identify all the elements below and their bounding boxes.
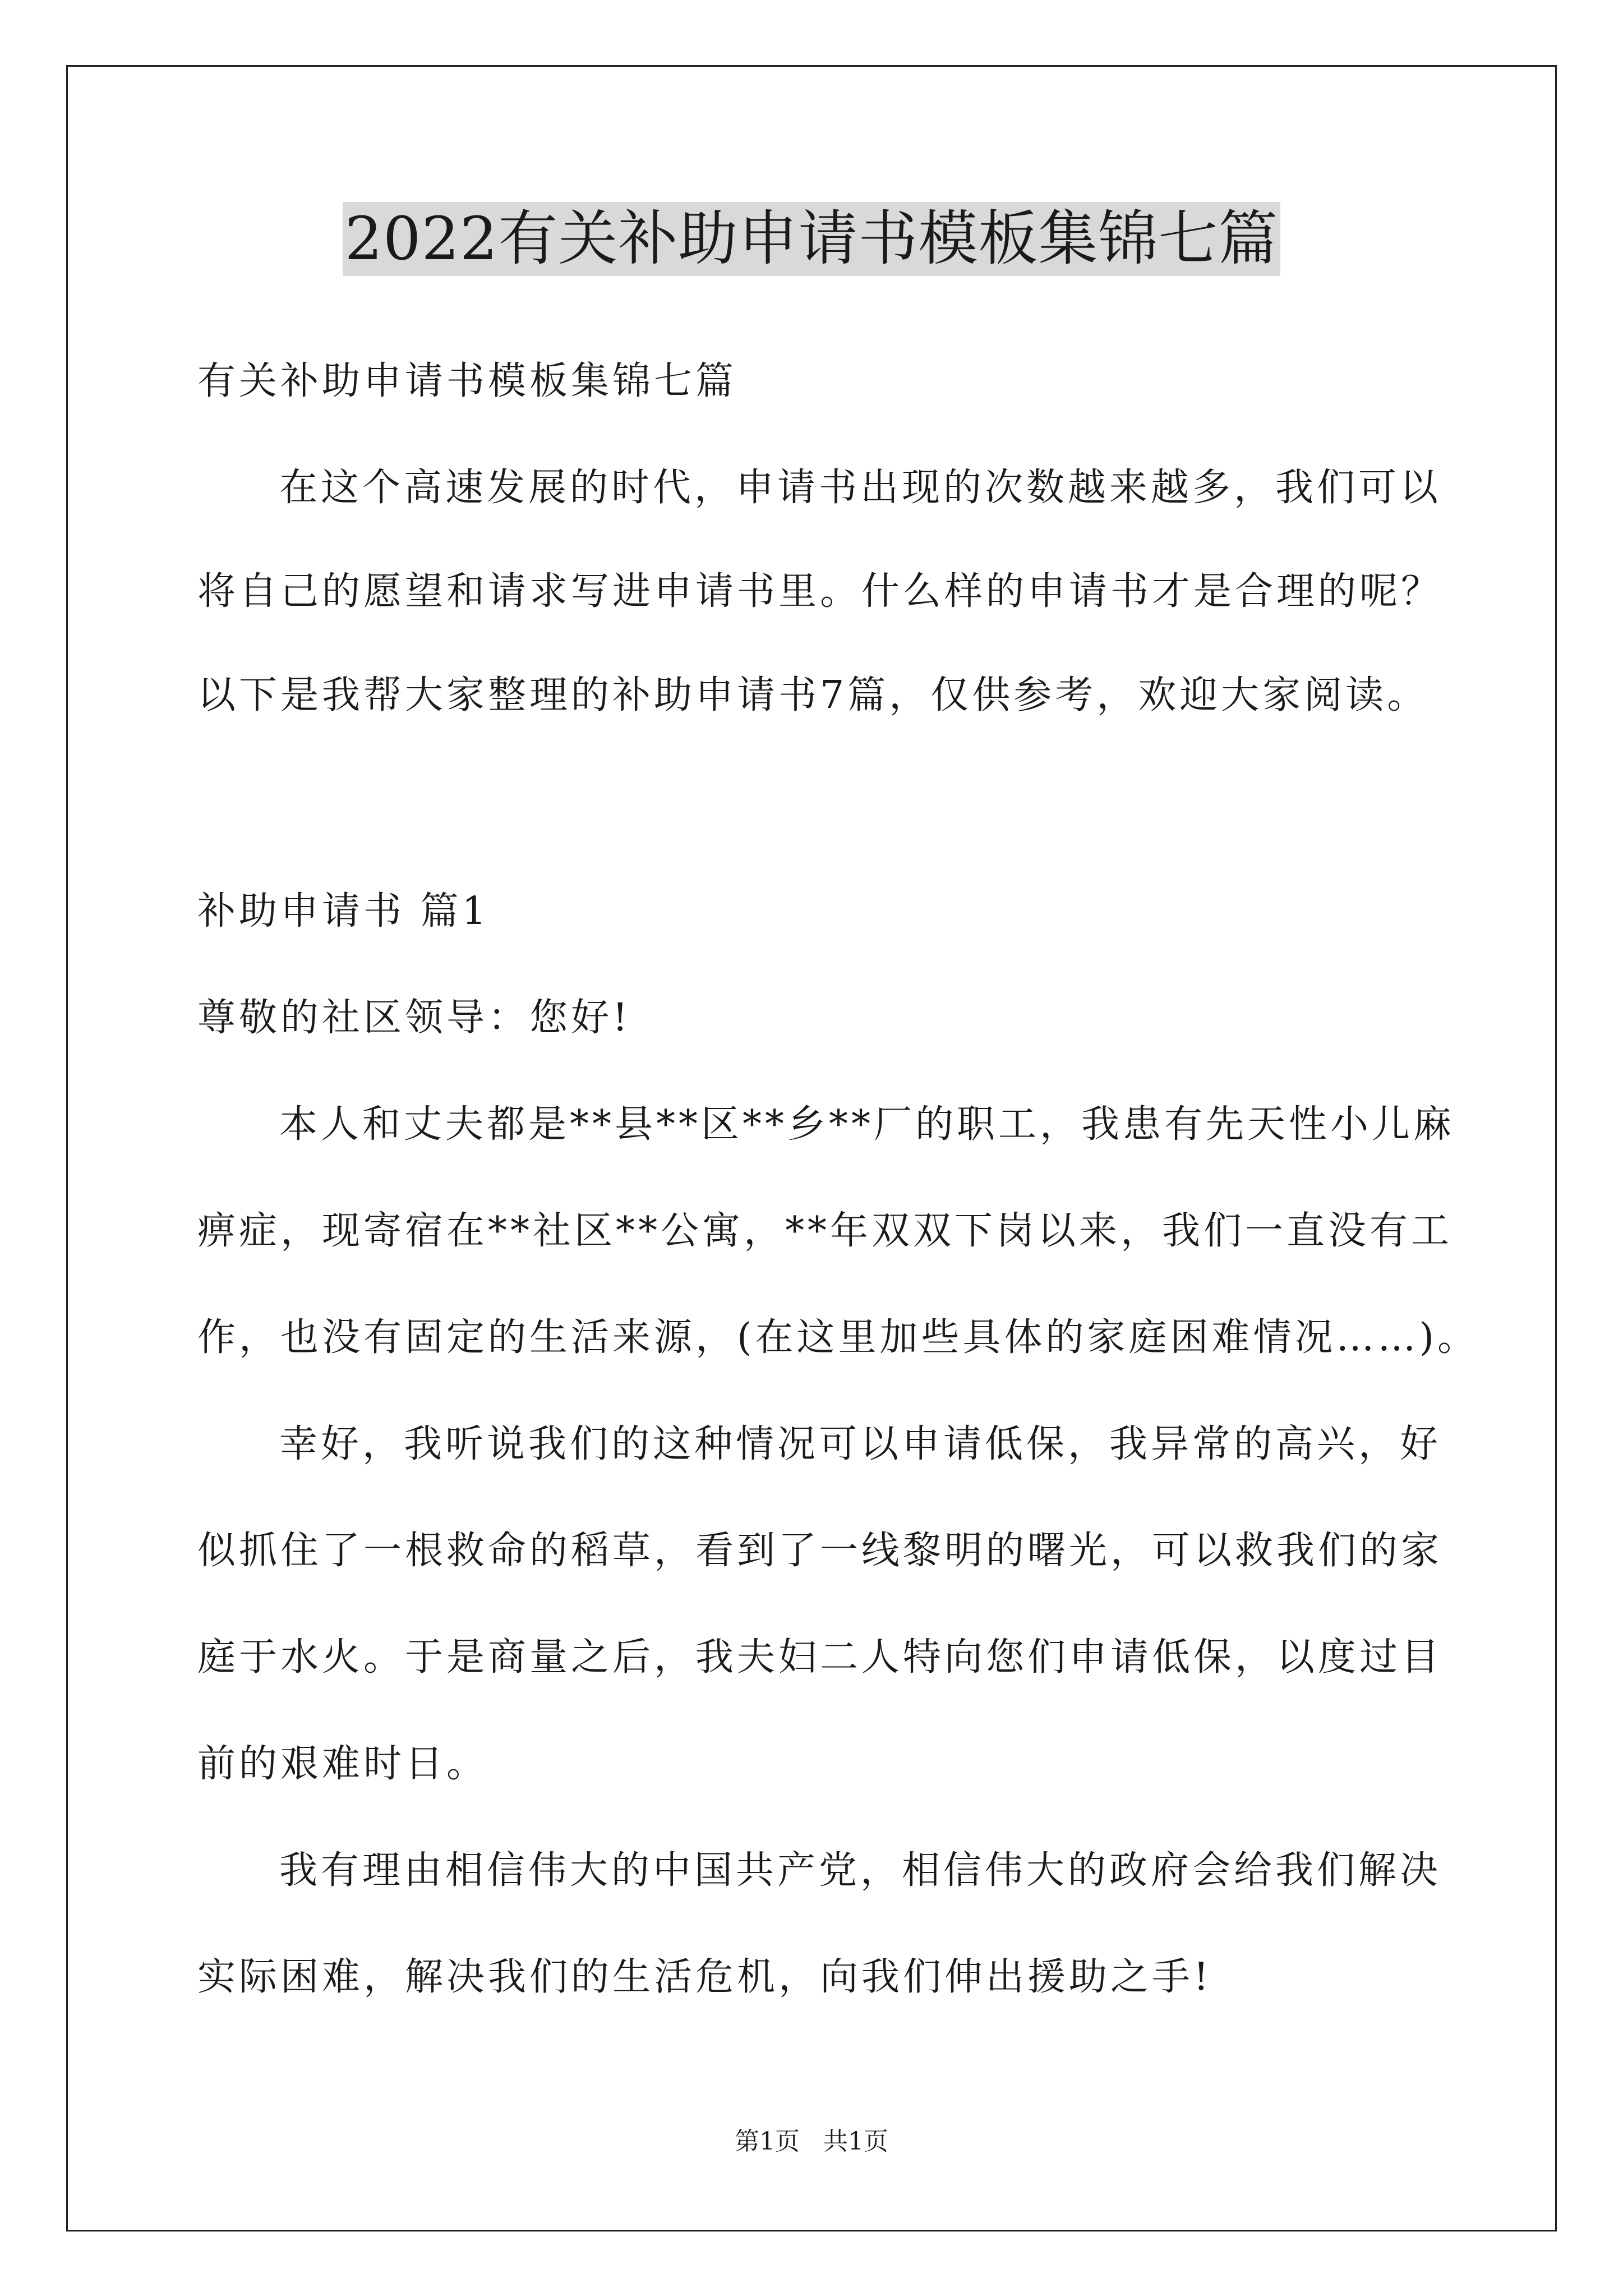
para3-line-1: 我有理由相信伟大的中国共产党，相信伟大的政府会给我们解决 (279, 1848, 1442, 1893)
intro-line-2: 将自己的愿望和请求写进申请书里。什么样的申请书才是合理的呢？ (197, 569, 1443, 614)
page-footer: 第1页 共1页 (735, 2127, 888, 2156)
intro-line-3: 以下是我帮大家整理的补助申请书7篇，仅供参考，欢迎大家阅读。 (197, 673, 1429, 717)
document-title: 2022有关补助申请书模板集锦七篇 (343, 202, 1281, 276)
document-subtitle: 有关补助申请书模板集锦七篇 (197, 359, 737, 403)
para1-line-2: 痹症，现寄宿在**社区**公寓，**年双双下岗以来，我们一直没有工 (197, 1209, 1453, 1253)
intro-line-1: 在这个高速发展的时代，申请书出现的次数越来越多，我们可以 (279, 466, 1442, 510)
para2-line-3: 庭于水火。于是商量之后，我夫妇二人特向您们申请低保，以度过目 (197, 1635, 1443, 1680)
para1-line-3: 作，也没有固定的生活来源，(在这里加些具体的家庭困难情况……)。 (197, 1315, 1479, 1360)
para2-line-2: 似抓住了一根救命的稻草，看到了一线黎明的曙光，可以救我们的家 (197, 1529, 1443, 1573)
para3-line-2: 实际困难，解决我们的生活危机，向我们伸出援助之手! (197, 1955, 1212, 1999)
para2-line-4: 前的艰难时日。 (197, 1742, 488, 1786)
salutation: 尊敬的社区领导：您好! (197, 996, 631, 1040)
title-block (0, 202, 1623, 276)
para2-line-1: 幸好，我听说我们的这种情况可以申请低保，我异常的高兴，好 (279, 1422, 1442, 1466)
section-heading: 补助申请书 篇1 (197, 889, 490, 933)
para1-line-1: 本人和丈夫都是**县**区**乡**厂的职工，我患有先天性小儿麻 (279, 1102, 1455, 1147)
